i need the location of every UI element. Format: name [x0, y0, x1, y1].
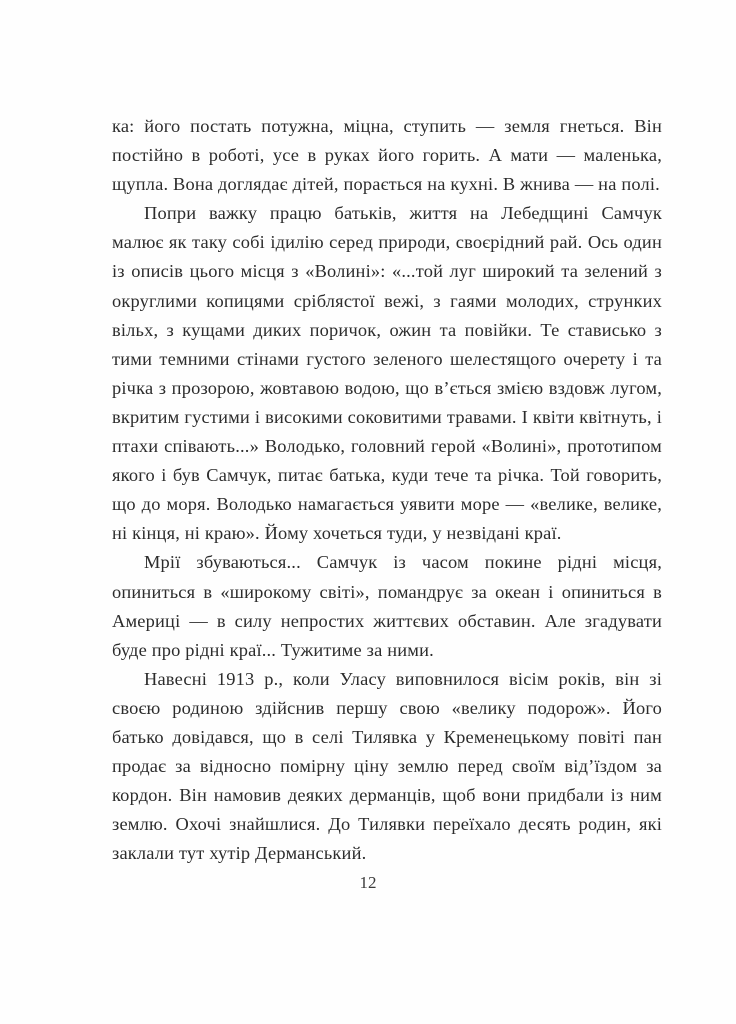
page-text-block	[112, 112, 662, 868]
paragraph-idyll: Попри важку працю батьків, життя на Лебедщині Самчук малює як таку собі ідилію серед природи, своєрідний рай. Ось один із описів цього місця з «Волині»: «...той луг широкий та зелений з округлими копицями сріблястої вежі, з гаями молодих, струнких вільх, з кущами диких поричок, ожин та повійки. Те стависько з тими темними стінами густого зеленого шелестящого очерету і та річка з прозорою, жовтавою водою, що в’ється змією вздовж лугом, вкритим густими і високими соковитими травами. І квіти квітнуть, і птахи співають...» Володько, головний герой «Волині», прототипом якого і був Самчук, питає батька, куди тече та річка. Той говорить, що до моря. Володько намагається уявити море — «велике, велике, ні кінця, ні краю». Йому хочеться туди, у незвідані краї.	[112, 203, 662, 544]
page-number: 12	[359, 873, 377, 892]
paragraph-continued: ка: його постать потужна, міцна, ступить — земля гнеться. Він постійно в роботі, усе в руках його горить. А мати — маленька, щупла. Вона доглядає дітей, порається на кухні. В жнива — на полі.	[112, 116, 662, 195]
paragraph-dreams: Мрії збуваються... Самчук із часом покине рідні місця, опиниться в «широкому світі», помандрує за океан і опиниться в Америці — в силу непростих життєвих обставин. Але згадувати буде про рідні краї... Тужитиме за ними.	[112, 552, 662, 660]
paragraph-1913: Навесні 1913 р., коли Уласу виповнилося вісім років, він зі своєю родиною здійснив першу свою «велику подорож». Його батько довідався, що в селі Тилявка у Кременецькому повіті пан продає за відносно помірну ціну землю перед своїм від’їздом за кордон. Він намовив деяких дерманців, щоб вони придбали із ним землю. Охочі знайшлися. До Тилявки переїхало десять родин, які заклали тут хутір Дерманський.	[112, 668, 662, 864]
